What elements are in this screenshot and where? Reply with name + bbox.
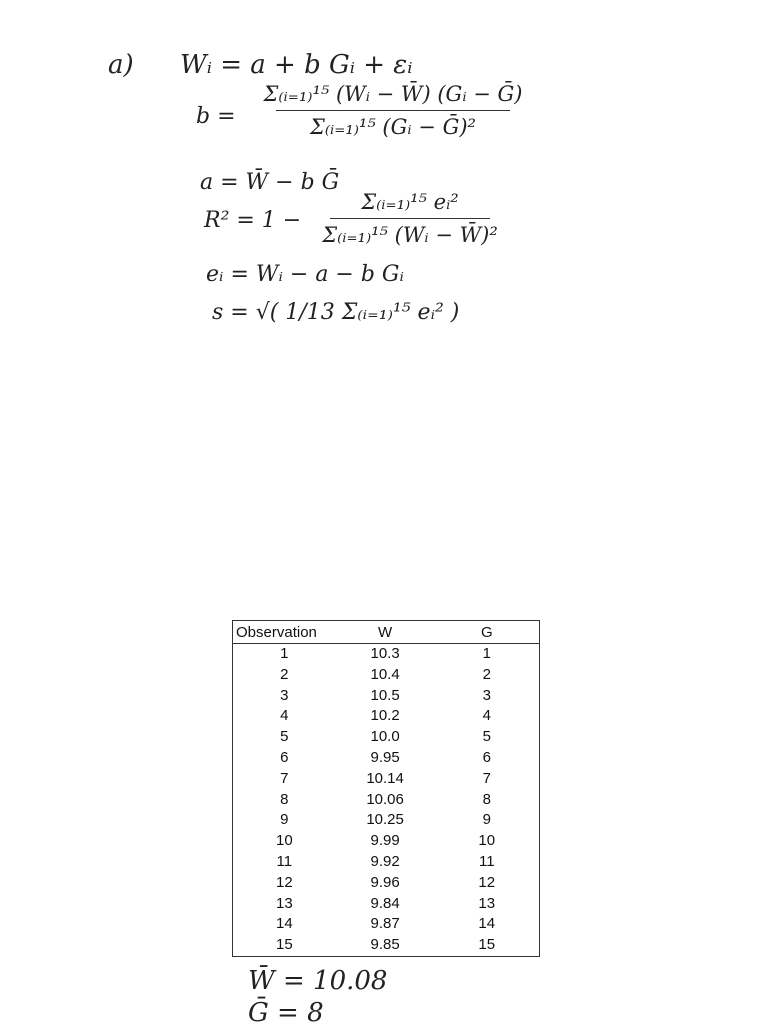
table-row xyxy=(233,748,539,769)
cell-g: 7 xyxy=(482,769,491,787)
cell-g: 8 xyxy=(482,790,491,808)
table-row xyxy=(233,894,539,915)
header-w: W xyxy=(336,621,435,644)
data-table xyxy=(232,620,540,957)
a-equation: a = W̄ − b Ḡ xyxy=(200,170,340,195)
table-header-row xyxy=(233,621,539,644)
cell-w: 10.14 xyxy=(366,769,404,787)
cell-observation: 4 xyxy=(280,707,289,725)
table-row xyxy=(233,914,539,935)
fraction-bar xyxy=(276,110,510,111)
part-label: a) xyxy=(108,50,134,80)
cell-w: 9.99 xyxy=(370,832,400,850)
cell-g: 3 xyxy=(482,686,491,704)
cell-w: 9.92 xyxy=(370,852,400,870)
cell-w: 9.84 xyxy=(370,894,400,912)
cell-observation: 10 xyxy=(275,832,293,850)
cell-observation: 9 xyxy=(280,811,289,829)
r2-fraction xyxy=(322,190,498,247)
cell-observation: 15 xyxy=(275,936,293,954)
header-g: G xyxy=(435,621,539,644)
cell-observation: 13 xyxy=(275,894,293,912)
cell-g: 14 xyxy=(478,915,496,933)
cell-observation: 5 xyxy=(280,728,289,746)
table-row xyxy=(233,810,539,831)
cell-w: 9.87 xyxy=(370,915,400,933)
cell-w: 10.0 xyxy=(370,728,400,746)
cell-w: 10.06 xyxy=(366,790,404,808)
cell-g: 11 xyxy=(478,852,495,870)
table-row xyxy=(233,665,539,686)
cell-w: 10.2 xyxy=(370,707,400,725)
r2-lhs: R² = 1 − xyxy=(204,208,302,233)
cell-w: 9.96 xyxy=(370,873,400,891)
cell-w: 10.4 xyxy=(370,665,400,683)
w-mean: W̄ = 10.08 xyxy=(248,966,388,996)
cell-observation: 8 xyxy=(280,790,289,808)
cell-g: 9 xyxy=(482,811,491,829)
b-denominator: Σ₍ᵢ₌₁₎¹⁵ (Gᵢ − Ḡ)² xyxy=(310,115,476,139)
cell-w: 9.85 xyxy=(370,936,400,954)
table-row xyxy=(233,769,539,790)
b-fraction xyxy=(263,82,523,139)
cell-g: 6 xyxy=(482,748,491,766)
model-equation: Wᵢ = a + b Gᵢ + εᵢ xyxy=(180,50,413,80)
cell-g: 15 xyxy=(478,936,496,954)
cell-observation: 7 xyxy=(280,769,289,787)
header-observation: Observation xyxy=(233,621,336,644)
s-equation: s = √( 1/13 Σ₍ᵢ₌₁₎¹⁵ eᵢ² ) xyxy=(212,300,460,325)
table-row xyxy=(233,935,539,956)
cell-g: 5 xyxy=(482,728,491,746)
table-row xyxy=(233,790,539,811)
r2-denominator: Σ₍ᵢ₌₁₎¹⁵ (Wᵢ − W̄)² xyxy=(322,223,498,247)
cell-observation: 3 xyxy=(280,686,289,704)
cell-g: 10 xyxy=(478,832,496,850)
table-row xyxy=(233,644,539,665)
b-lhs: b = xyxy=(196,104,236,129)
cell-g: 12 xyxy=(478,873,496,891)
cell-observation: 12 xyxy=(275,873,293,891)
r2-numerator: Σ₍ᵢ₌₁₎¹⁵ eᵢ² xyxy=(361,190,459,214)
cell-observation: 14 xyxy=(275,915,293,933)
cell-w: 10.5 xyxy=(370,686,400,704)
cell-g: 13 xyxy=(478,894,496,912)
cell-w: 10.3 xyxy=(370,645,400,662)
table-row xyxy=(233,706,539,727)
cell-g: 4 xyxy=(482,707,491,725)
table-row xyxy=(233,727,539,748)
fraction-bar xyxy=(330,218,490,219)
cell-w: 10.25 xyxy=(366,811,404,829)
cell-w: 9.95 xyxy=(370,748,400,766)
cell-observation: 2 xyxy=(280,665,289,683)
cell-observation: 1 xyxy=(280,645,289,662)
b-numerator: Σ₍ᵢ₌₁₎¹⁵ (Wᵢ − W̄) (Gᵢ − Ḡ) xyxy=(263,82,523,106)
g-mean: Ḡ = 8 xyxy=(248,998,324,1028)
cell-g: 1 xyxy=(482,645,491,662)
table-row xyxy=(233,852,539,873)
table-row xyxy=(233,686,539,707)
table-row xyxy=(233,831,539,852)
table-row xyxy=(233,873,539,894)
cell-g: 2 xyxy=(482,665,491,683)
residual-equation: eᵢ = Wᵢ − a − b Gᵢ xyxy=(206,262,404,287)
cell-observation: 6 xyxy=(280,748,289,766)
cell-observation: 11 xyxy=(276,852,293,870)
